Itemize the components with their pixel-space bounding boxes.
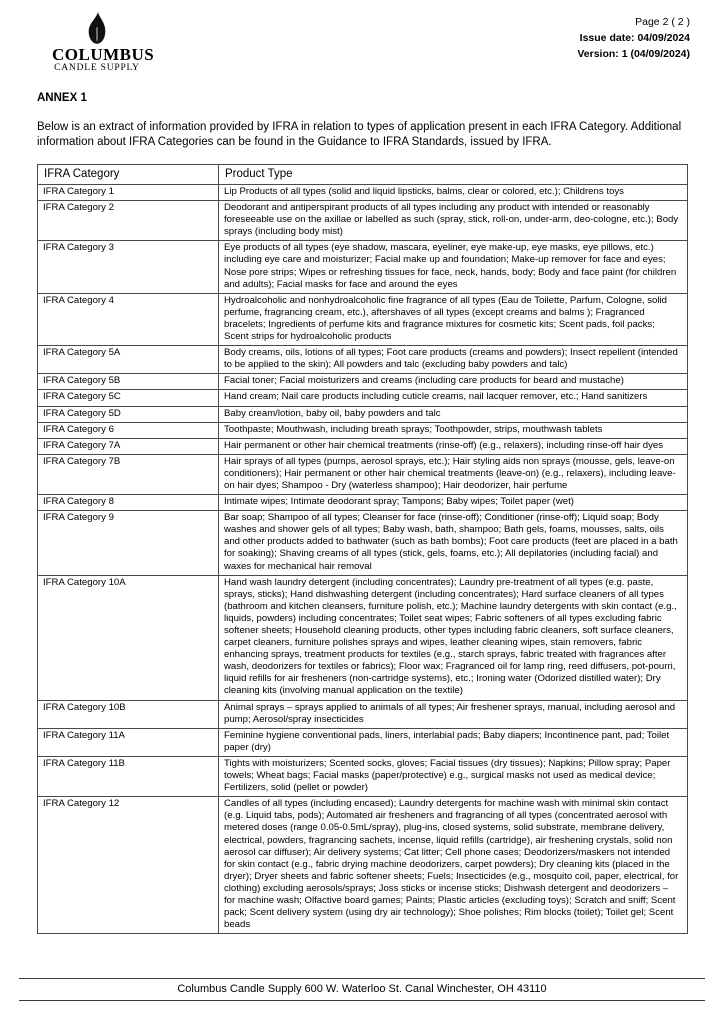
product-type-cell: Toothpaste; Mouthwash, including breath sprays; Toothpowder, strips, mouthwash tablets (219, 422, 688, 438)
page-footer (19, 978, 705, 1001)
candle-flame-icon (84, 10, 110, 46)
brand-name: COLUMBUS (52, 45, 155, 64)
ifra-category-cell: IFRA Category 10A (38, 575, 219, 700)
column-header-product-type: Product Type (219, 165, 688, 185)
annex-title: ANNEX 1 (37, 92, 87, 104)
table-row (38, 374, 688, 390)
ifra-category-cell: IFRA Category 9 (38, 511, 219, 575)
footer-address: Columbus Candle Supply 600 W. Waterloo St. Canal Winchester, OH 43110 (177, 983, 547, 995)
table-row (38, 422, 688, 438)
ifra-category-cell: IFRA Category 11A (38, 728, 219, 756)
product-type-cell: Hand wash laundry detergent (including concentrates); Laundry pre-treatment of all types (e.g. paste, sprays, sticks); Hand dishwashing detergent (including concentrates); Hard surface cleaners of all types (bathroom and kitchen cleansers, furniture polish, etc.); Machine laundry detergents with skin contact (e.g., liquids, powders) including concentrates; Toilet seat wipes; Fabric softeners of all types excluding fabric softener sheets; Household cleaning products, other types including fabric cleaners, soft surface cleaners, carpet cleaners, furniture polishes sprays and wipes, leather cleaning wipes, stain removers, fabric enhancing sprays, treatment products for textiles (e.g., starch sprays, fabric treated with fragrances after wash, deodorizers for textiles or fabrics); Floor wax; Fragranced oil for lamp ring, reed diffusers, pot-pourri, liquid refills for air fresheners (non-cartridge systems), etc.; Ironing water (Odorized distilled water); Dry cleaning kits (involving manual application on the textile) (219, 575, 688, 700)
product-type-cell: Candles of all types (including encased); Laundry detergents for machine wash with minimal skin contact (e.g. Liquid tabs, pods); Automated air fresheners and fragrancing of all types (concentrated aerosol with metered doses (range 0.05-0.5mL/spray), plug-ins, closed systems, solid substrate, membrane delivery, electrical, powders, fragrancing sachets, incense, liquid refills (cartridge), air freshening crystals, solid non aerosol car diffuser); Air delivery systems; Cat litter; Cell phone cases; Deodorizers/maskers not intended for skin contact (e.g., fabric drying machine deodorizers, carpet powders); Dry cleaning kits (placed in the dryer); Dryer sheets and fabric softener sheets; Fuels; Insecticides (e.g., mosquito coil, paper, electrical, for clothing) excluding aerosols/sprays; Joss sticks or incense sticks; Dishwash detergent and deodorizers – for machine wash; Olfactive board games; Paints; Plastic articles (excluding toys); Scratch and sniff; Scent pack; Scent delivery system (using dry air technology); Shoe polishes; Rim blocks (toilet); Toilet gel; Scent beads (219, 797, 688, 934)
product-type-cell: Facial toner; Facial moisturizers and creams (including care products for beard and mustache) (219, 374, 688, 390)
ifra-category-cell: IFRA Category 7B (38, 454, 219, 494)
product-type-cell: Eye products of all types (eye shadow, mascara, eyeliner, eye make-up, eye masks, eye pillows, etc.) including eye care and moisturizer; Facial make up and foundation; Make-up remover for face and eyes; Nose pore strips; Wipes or refreshing tissues for face, neck, hands, body; Body and face paint (for children and adults); Facial masks for face and around the eyes (219, 241, 688, 293)
product-type-cell: Hair permanent or other hair chemical treatments (rinse-off) (e.g., relaxers), including rinse-off hair dyes (219, 438, 688, 454)
ifra-category-cell: IFRA Category 5C (38, 390, 219, 406)
product-type-cell: Animal sprays – sprays applied to animals of all types; Air freshener sprays, manual, including aerosol and pump; Aerosol/spray insecticides (219, 700, 688, 728)
table-row (38, 406, 688, 422)
product-type-cell: Hydroalcoholic and nonhydroalcoholic fine fragrance of all types (Eau de Toilette, Parfum, Cologne, solid perfume, fragrancing cream, etc.), aftershaves of all types (except creams and balms ); Fragranced bracelets; Ingredients of perfume kits and fragrance mixtures for cosmetic kits; Scent pads, foil packs; Scent strips for hydroalcoholic products (219, 293, 688, 345)
ifra-category-cell: IFRA Category 11B (38, 756, 219, 796)
table-row (38, 438, 688, 454)
table-row (38, 511, 688, 575)
table-row (38, 293, 688, 345)
ifra-category-cell: IFRA Category 8 (38, 495, 219, 511)
table-row (38, 390, 688, 406)
ifra-category-cell: IFRA Category 6 (38, 422, 219, 438)
table-body (38, 185, 688, 934)
table-row (38, 454, 688, 494)
ifra-category-cell: IFRA Category 7A (38, 438, 219, 454)
ifra-category-cell: IFRA Category 5B (38, 374, 219, 390)
product-type-cell: Baby cream/lotion, baby oil, baby powders and talc (219, 406, 688, 422)
brand-subtitle: CANDLE SUPPLY (54, 63, 140, 73)
ifra-category-cell: IFRA Category 5A (38, 346, 219, 374)
product-type-cell: Hand cream; Nail care products including cuticle creams, nail lacquer remover, etc.; Hand sanitizers (219, 390, 688, 406)
intro-paragraph: Below is an extract of information provided by IFRA in relation to types of application present in each IFRA Category. Additional information about IFRA Categories can be found in the Guidance to IFRA Standards, issued by IFRA. (37, 121, 682, 148)
ifra-category-cell: IFRA Category 5D (38, 406, 219, 422)
ifra-category-cell: IFRA Category 10B (38, 700, 219, 728)
table-row (38, 346, 688, 374)
product-type-cell: Hair sprays of all types (pumps, aerosol sprays, etc.); Hair styling aids non sprays (mousse, gels, leave-on conditioners); Hair permanent or other hair chemical treatments (leave-on) (e.g., relaxers), including leave-on hair dyes; Shampoo - Dry (waterless shampoo); Hair deodorizer, hair perfume (219, 454, 688, 494)
table-row (38, 728, 688, 756)
product-type-cell: Intimate wipes; Intimate deodorant spray; Tampons; Baby wipes; Toilet paper (wet) (219, 495, 688, 511)
ifra-category-cell: IFRA Category 12 (38, 797, 219, 934)
table-row (38, 797, 688, 934)
table-row (38, 700, 688, 728)
product-type-cell: Body creams, oils, lotions of all types; Foot care products (creams and powders); Insect repellent (intended to be applied to the skin); All powders and talc (excluding baby powders and talc) (219, 346, 688, 374)
product-type-cell: Deodorant and antiperspirant products of all types including any product with intended or reasonably foreseeable use on the axillae or labelled as such (spray, stick, roll-on, under-arm, deo-cologne, etc.); Body sprays (including body mist) (219, 201, 688, 241)
table-row (38, 575, 688, 700)
table-header-row (38, 165, 688, 185)
product-type-cell: Lip Products of all types (solid and liquid lipsticks, balms, clear or colored, etc.); Childrens toys (219, 185, 688, 201)
product-type-cell: Tights with moisturizers; Scented socks, gloves; Facial tissues (dry tissues); Napkins; Pillow spray; Paper towels; Wheat bags; Facial masks (paper/protective) e.g., surgical masks not used as medical device; Fertilizers, solid (pellet or powder) (219, 756, 688, 796)
column-header-ifra-category: IFRA Category (38, 165, 219, 185)
table-row (38, 495, 688, 511)
table-row (38, 241, 688, 293)
product-type-cell: Feminine hygiene conventional pads, liners, interlabial pads; Baby diapers; Incontinence pant, pad; Toilet paper (dry) (219, 728, 688, 756)
table-row (38, 185, 688, 201)
table-row (38, 756, 688, 796)
ifra-category-cell: IFRA Category 3 (38, 241, 219, 293)
ifra-table (37, 164, 688, 934)
ifra-category-cell: IFRA Category 4 (38, 293, 219, 345)
company-logo (52, 10, 155, 74)
product-type-cell: Bar soap; Shampoo of all types; Cleanser for face (rinse-off); Conditioner (rinse-off); Liquid soap; Body washes and shower gels of all types; Baby wash, bath, shampoo; Bath gels, foams, mousses, salts, oils and other products added to bathwater (such as bath bombs); Foot care products (feet are placed in a bath for soaking); Shaving creams of all types (stick, gels, foams, etc.); All depilatories (including facial) and waxes for mechanical hair removal (219, 511, 688, 575)
ifra-category-cell: IFRA Category 2 (38, 201, 219, 241)
table-row (38, 201, 688, 241)
document-meta (577, 10, 690, 62)
version: Version: 1 (04/09/2024) (577, 48, 690, 60)
page-header (0, 0, 724, 74)
page-number: Page 2 ( 2 ) (635, 16, 690, 28)
issue-date: Issue date: 04/09/2024 (579, 32, 690, 44)
ifra-category-cell: IFRA Category 1 (38, 185, 219, 201)
